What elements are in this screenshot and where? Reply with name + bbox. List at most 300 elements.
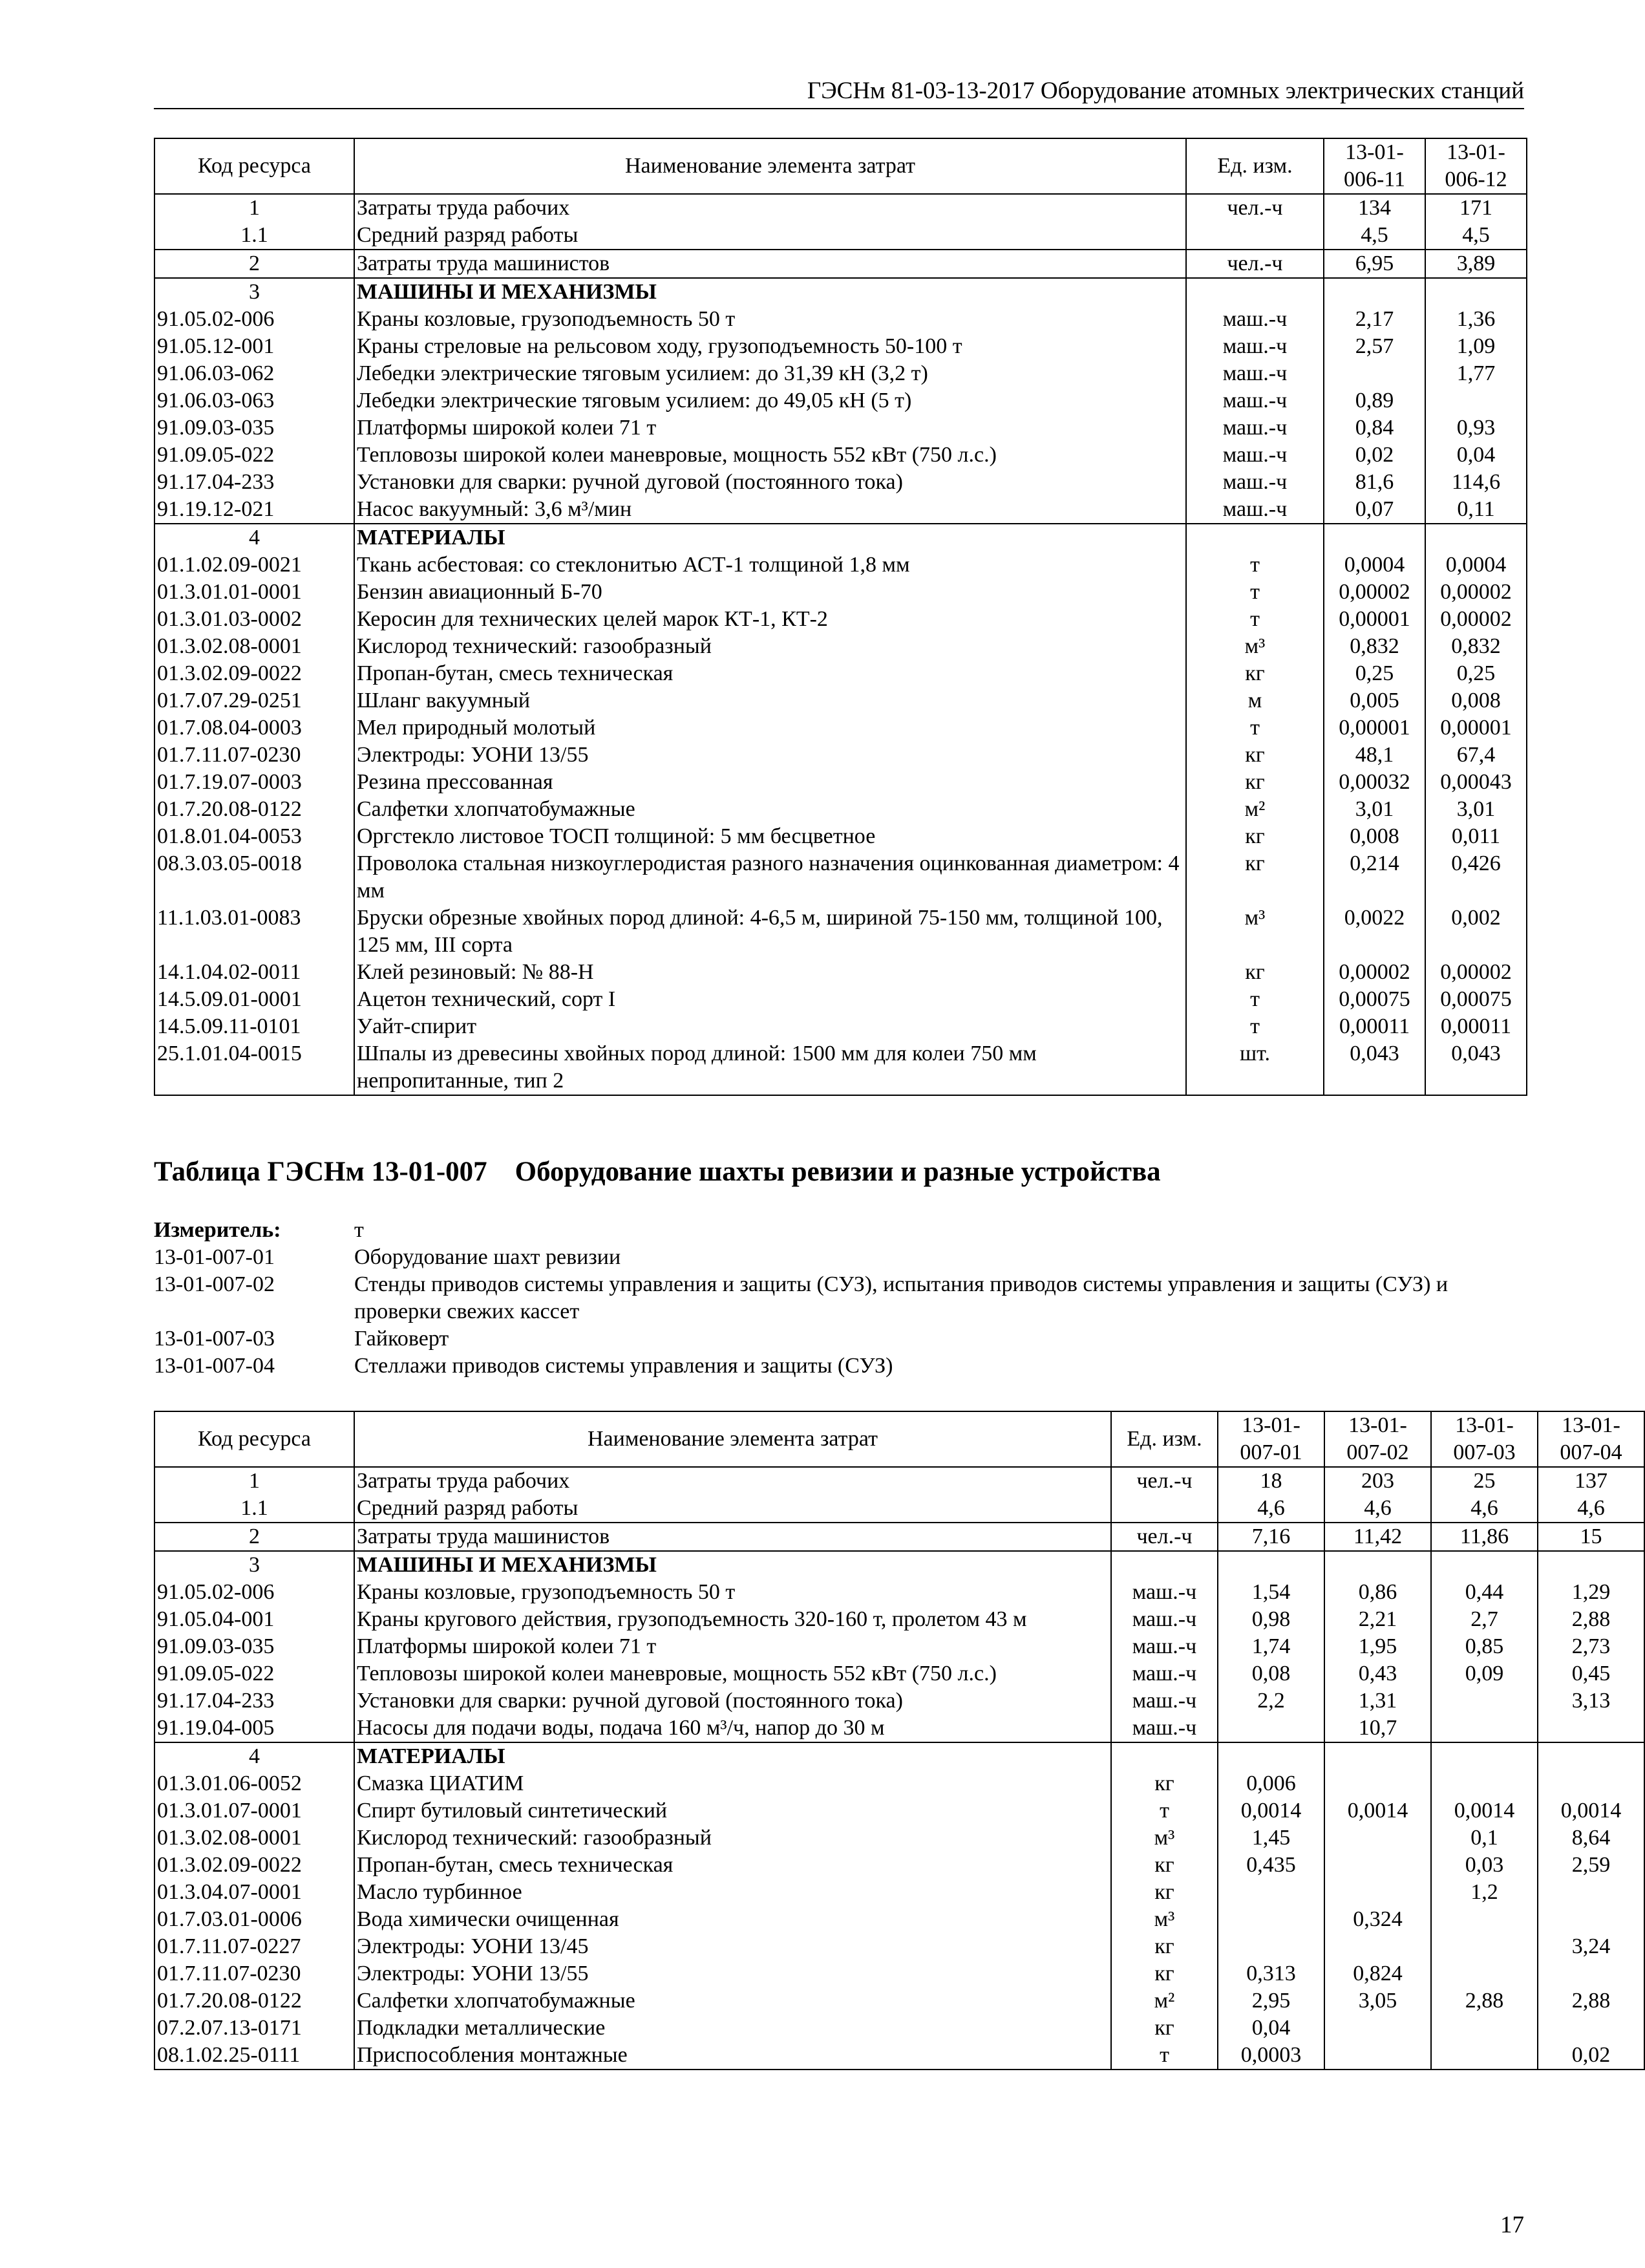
cost-element-name: Бензин авиационный Б-70 bbox=[354, 579, 1186, 606]
resource-code: 4 bbox=[154, 524, 354, 551]
table-row bbox=[154, 1660, 1644, 1687]
norm-value: 1,45 bbox=[1218, 1824, 1324, 1852]
table-row bbox=[154, 1987, 1644, 2015]
cost-element-name: Шпалы из древесины хвойных пород длиной: 1500 мм для колеи 750 мм непропитанные, тип 2 bbox=[354, 1040, 1186, 1095]
norm-value: 48,1 bbox=[1324, 742, 1425, 769]
norm-value: 0,25 bbox=[1324, 660, 1425, 687]
meter-item-text: Оборудование шахт ревизии bbox=[354, 1245, 621, 1269]
norm-value: 15 bbox=[1538, 1523, 1644, 1551]
norm-value bbox=[1431, 1551, 1538, 1579]
table-header-row bbox=[154, 138, 1527, 194]
norm-value: 171 bbox=[1425, 194, 1527, 222]
norm-value: 114,6 bbox=[1425, 469, 1527, 496]
table-row bbox=[154, 2015, 1644, 2042]
table-row bbox=[154, 194, 1527, 222]
cost-element-name: Платформы широкой колеи 71 т bbox=[354, 1633, 1111, 1660]
norm-value: 4,5 bbox=[1324, 222, 1425, 250]
norm-value: 0,0004 bbox=[1324, 551, 1425, 579]
norm-value: 6,95 bbox=[1324, 250, 1425, 278]
norm-value: 2,2 bbox=[1218, 1687, 1324, 1715]
norm-value bbox=[1425, 387, 1527, 414]
table-row bbox=[154, 823, 1527, 850]
unit-of-measure: м³ bbox=[1111, 1824, 1218, 1852]
norm-value: 0,03 bbox=[1431, 1852, 1538, 1879]
unit-of-measure: т bbox=[1186, 551, 1324, 579]
unit-of-measure: маш.-ч bbox=[1186, 333, 1324, 360]
table-row bbox=[154, 1824, 1644, 1852]
unit-of-measure: т bbox=[1111, 1797, 1218, 1824]
norm-value: 1,74 bbox=[1218, 1633, 1324, 1660]
norm-value bbox=[1431, 1687, 1538, 1715]
table-row bbox=[154, 1606, 1644, 1633]
meter-item-code: 13-01-007-01 bbox=[154, 1245, 275, 1269]
resource-code: 3 bbox=[154, 1551, 354, 1579]
table-row bbox=[154, 1495, 1644, 1523]
resource-code: 3 bbox=[154, 278, 354, 306]
cost-element-name: Спирт бутиловый синтетический bbox=[354, 1797, 1111, 1824]
meter-unit-row bbox=[154, 1217, 1524, 1244]
resource-code: 1 bbox=[154, 1467, 354, 1495]
resource-code: 91.05.12-001 bbox=[154, 333, 354, 360]
norm-value: 0,824 bbox=[1324, 1960, 1431, 1987]
table-row bbox=[154, 387, 1527, 414]
norm-value bbox=[1538, 1960, 1644, 1987]
resource-code: 01.3.02.09-0022 bbox=[154, 1852, 354, 1879]
resource-code: 01.7.20.08-0122 bbox=[154, 796, 354, 823]
cost-element-name: МАТЕРИАЛЫ bbox=[354, 1742, 1111, 1770]
table-row bbox=[154, 1770, 1644, 1797]
resource-code: 1.1 bbox=[154, 1495, 354, 1523]
unit-of-measure: т bbox=[1186, 606, 1324, 633]
unit-of-measure: маш.-ч bbox=[1186, 442, 1324, 469]
resource-code: 01.7.11.07-0227 bbox=[154, 1933, 354, 1960]
norm-value: 0,93 bbox=[1425, 414, 1527, 442]
norm-value bbox=[1324, 1551, 1431, 1579]
cost-element-name: Установки для сварки: ручной дуговой (постоянного тока) bbox=[354, 1687, 1111, 1715]
norm-value: 0,214 bbox=[1324, 850, 1425, 904]
col-header-unit: Ед. изм. bbox=[1111, 1411, 1218, 1467]
cost-element-name: Салфетки хлопчатобумажные bbox=[354, 1987, 1111, 2015]
cost-element-name: Пропан-бутан, смесь техническая bbox=[354, 1852, 1111, 1879]
norm-value bbox=[1431, 1715, 1538, 1742]
resource-code: 4 bbox=[154, 1742, 354, 1770]
resource-table-007 bbox=[154, 1411, 1645, 2070]
norm-value: 0,0004 bbox=[1425, 551, 1527, 579]
table-row bbox=[154, 442, 1527, 469]
col-header-norm: 13-01- 007-04 bbox=[1538, 1411, 1644, 1467]
page-number: 17 bbox=[1500, 2212, 1524, 2238]
norm-value: 3,01 bbox=[1425, 796, 1527, 823]
unit-of-measure bbox=[1111, 1742, 1218, 1770]
norm-value: 0,426 bbox=[1425, 850, 1527, 904]
resource-code: 91.05.04-001 bbox=[154, 1606, 354, 1633]
unit-of-measure: маш.-ч bbox=[1186, 360, 1324, 387]
resource-code: 01.1.02.09-0021 bbox=[154, 551, 354, 579]
table-row bbox=[154, 986, 1527, 1013]
cost-element-name: Затраты труда рабочих bbox=[354, 1467, 1111, 1495]
unit-of-measure: чел.-ч bbox=[1186, 250, 1324, 278]
norm-value: 4,5 bbox=[1425, 222, 1527, 250]
unit-of-measure: т bbox=[1186, 579, 1324, 606]
unit-of-measure: кг bbox=[1186, 823, 1324, 850]
norm-value: 0,006 bbox=[1218, 1770, 1324, 1797]
table-row bbox=[154, 850, 1527, 904]
norm-value: 2,21 bbox=[1324, 1606, 1431, 1633]
norm-value: 2,88 bbox=[1431, 1987, 1538, 2015]
resource-code: 91.05.02-006 bbox=[154, 306, 354, 333]
norm-value: 1,31 bbox=[1324, 1687, 1431, 1715]
unit-of-measure: шт. bbox=[1186, 1040, 1324, 1095]
norm-value: 0,435 bbox=[1218, 1852, 1324, 1879]
norm-value: 1,36 bbox=[1425, 306, 1527, 333]
resource-code: 1 bbox=[154, 194, 354, 222]
norm-value: 1,77 bbox=[1425, 360, 1527, 387]
unit-of-measure: кг bbox=[1186, 850, 1324, 904]
resource-code: 2 bbox=[154, 250, 354, 278]
norm-value bbox=[1324, 360, 1425, 387]
col-header-norm: 13-01- 006-11 bbox=[1324, 138, 1425, 194]
meter-item bbox=[154, 1325, 1524, 1353]
norm-value: 67,4 bbox=[1425, 742, 1527, 769]
unit-of-measure: кг bbox=[1111, 1770, 1218, 1797]
norm-value bbox=[1538, 1879, 1644, 1906]
cost-element-name: Средний разряд работы bbox=[354, 222, 1186, 250]
norm-value: 0,00075 bbox=[1324, 986, 1425, 1013]
meter-label: Измеритель: bbox=[154, 1218, 281, 1242]
cost-element-name: Шланг вакуумный bbox=[354, 687, 1186, 714]
cost-element-name: МАШИНЫ И МЕХАНИЗМЫ bbox=[354, 1551, 1111, 1579]
norm-value bbox=[1324, 1824, 1431, 1852]
norm-value: 0,00075 bbox=[1425, 986, 1527, 1013]
unit-of-measure bbox=[1186, 524, 1324, 551]
table-row bbox=[154, 1960, 1644, 1987]
norm-value: 7,16 bbox=[1218, 1523, 1324, 1551]
norm-value: 0,00002 bbox=[1425, 959, 1527, 986]
cost-element-name: Проволока стальная низкоуглеродистая разного назначения оцинкованная диаметром: 4 мм bbox=[354, 850, 1186, 904]
table-row bbox=[154, 333, 1527, 360]
norm-value: 1,95 bbox=[1324, 1633, 1431, 1660]
norm-value: 0,00001 bbox=[1324, 606, 1425, 633]
unit-of-measure: м bbox=[1186, 687, 1324, 714]
unit-of-measure: маш.-ч bbox=[1111, 1715, 1218, 1742]
norm-value bbox=[1324, 1770, 1431, 1797]
resource-code: 01.7.08.04-0003 bbox=[154, 714, 354, 742]
norm-value: 0,0003 bbox=[1218, 2042, 1324, 2070]
norm-value: 0,89 bbox=[1324, 387, 1425, 414]
unit-of-measure: кг bbox=[1186, 769, 1324, 796]
norm-value: 1,54 bbox=[1218, 1579, 1324, 1606]
norm-value: 4,6 bbox=[1538, 1495, 1644, 1523]
table-row bbox=[154, 306, 1527, 333]
resource-code: 1.1 bbox=[154, 222, 354, 250]
table-row bbox=[154, 1797, 1644, 1824]
norm-value bbox=[1431, 1906, 1538, 1933]
cost-element-name: Лебедки электрические тяговым усилием: до 31,39 кН (3,2 т) bbox=[354, 360, 1186, 387]
cost-element-name: Керосин для технических целей марок КТ-1, КТ-2 bbox=[354, 606, 1186, 633]
table-row bbox=[154, 1523, 1644, 1551]
table-row bbox=[154, 687, 1527, 714]
norm-value bbox=[1538, 1770, 1644, 1797]
cost-element-name: Тепловозы широкой колеи маневровые, мощность 552 кВт (750 л.с.) bbox=[354, 1660, 1111, 1687]
cost-element-name: Кислород технический: газообразный bbox=[354, 1824, 1111, 1852]
cost-element-name: Электроды: УОНИ 13/55 bbox=[354, 1960, 1111, 1987]
unit-of-measure bbox=[1186, 222, 1324, 250]
table-row bbox=[154, 414, 1527, 442]
norm-value: 0,98 bbox=[1218, 1606, 1324, 1633]
norm-value: 0,832 bbox=[1425, 633, 1527, 660]
table-row bbox=[154, 606, 1527, 633]
resource-code: 01.7.20.08-0122 bbox=[154, 1987, 354, 2015]
norm-value bbox=[1324, 1742, 1431, 1770]
norm-value bbox=[1324, 1852, 1431, 1879]
cost-element-name: Электроды: УОНИ 13/55 bbox=[354, 742, 1186, 769]
norm-value: 0,043 bbox=[1425, 1040, 1527, 1095]
cost-element-name: Ткань асбестовая: со стеклонитью АСТ-1 толщиной 1,8 мм bbox=[354, 551, 1186, 579]
norm-value: 8,64 bbox=[1538, 1824, 1644, 1852]
norm-value bbox=[1218, 1742, 1324, 1770]
unit-of-measure: маш.-ч bbox=[1186, 496, 1324, 524]
norm-value: 3,24 bbox=[1538, 1933, 1644, 1960]
norm-value: 2,17 bbox=[1324, 306, 1425, 333]
resource-code: 2 bbox=[154, 1523, 354, 1551]
norm-value: 3,89 bbox=[1425, 250, 1527, 278]
norm-value: 0,1 bbox=[1431, 1824, 1538, 1852]
unit-of-measure: кг bbox=[1111, 2015, 1218, 2042]
cost-element-name: Тепловозы широкой колеи маневровые, мощность 552 кВт (750 л.с.) bbox=[354, 442, 1186, 469]
unit-of-measure bbox=[1111, 1551, 1218, 1579]
norm-value: 0,85 bbox=[1431, 1633, 1538, 1660]
unit-of-measure: маш.-ч bbox=[1111, 1687, 1218, 1715]
meter-item-code: 13-01-007-04 bbox=[154, 1354, 275, 1378]
norm-value: 0,09 bbox=[1431, 1660, 1538, 1687]
norm-value bbox=[1431, 1933, 1538, 1960]
table-row bbox=[154, 1013, 1527, 1040]
norm-value: 0,45 bbox=[1538, 1660, 1644, 1687]
resource-code: 01.3.01.03-0002 bbox=[154, 606, 354, 633]
norm-value: 4,6 bbox=[1431, 1495, 1538, 1523]
meter-item bbox=[154, 1353, 1524, 1380]
cost-element-name: Электроды: УОНИ 13/45 bbox=[354, 1933, 1111, 1960]
table-row bbox=[154, 1687, 1644, 1715]
unit-of-measure: м³ bbox=[1111, 1906, 1218, 1933]
table-title-code: Таблица ГЭСНм 13-01-007 bbox=[154, 1157, 487, 1187]
resource-code: 01.7.11.07-0230 bbox=[154, 1960, 354, 1987]
norm-value: 0,005 bbox=[1324, 687, 1425, 714]
resource-code: 91.09.03-035 bbox=[154, 1633, 354, 1660]
norm-value: 25 bbox=[1431, 1467, 1538, 1495]
resource-code: 01.3.01.06-0052 bbox=[154, 1770, 354, 1797]
norm-value bbox=[1324, 2015, 1431, 2042]
col-header-norm: 13-01- 007-03 bbox=[1431, 1411, 1538, 1467]
table-row bbox=[154, 1633, 1644, 1660]
cost-element-name: Кислород технический: газообразный bbox=[354, 633, 1186, 660]
unit-of-measure: маш.-ч bbox=[1111, 1606, 1218, 1633]
norm-value bbox=[1431, 2015, 1538, 2042]
norm-value: 0,832 bbox=[1324, 633, 1425, 660]
norm-value: 2,59 bbox=[1538, 1852, 1644, 1879]
col-header-norm: 13-01- 007-02 bbox=[1324, 1411, 1431, 1467]
unit-of-measure: т bbox=[1186, 714, 1324, 742]
resource-code: 91.09.03-035 bbox=[154, 414, 354, 442]
norm-value: 0,00011 bbox=[1324, 1013, 1425, 1040]
col-header-name: Наименование элемента затрат bbox=[354, 1411, 1111, 1467]
norm-value: 0,0014 bbox=[1431, 1797, 1538, 1824]
unit-of-measure: чел.-ч bbox=[1111, 1467, 1218, 1495]
unit-of-measure: маш.-ч bbox=[1186, 387, 1324, 414]
norm-value: 0,002 bbox=[1425, 904, 1527, 959]
resource-code: 91.05.02-006 bbox=[154, 1579, 354, 1606]
table-row bbox=[154, 714, 1527, 742]
norm-value: 0,43 bbox=[1324, 1660, 1431, 1687]
resource-code: 07.2.07.13-0171 bbox=[154, 2015, 354, 2042]
resource-code: 91.19.12-021 bbox=[154, 496, 354, 524]
table-title-name: Оборудование шахты ревизии и разные устройства bbox=[515, 1157, 1161, 1187]
resource-code: 01.3.01.07-0001 bbox=[154, 1797, 354, 1824]
table-row bbox=[154, 1852, 1644, 1879]
cost-element-name: Масло турбинное bbox=[354, 1879, 1111, 1906]
norm-value: 81,6 bbox=[1324, 469, 1425, 496]
norm-value: 0,25 bbox=[1425, 660, 1527, 687]
cost-element-name: Приспособления монтажные bbox=[354, 2042, 1111, 2070]
running-header: ГЭСНм 81-03-13-2017 Оборудование атомных электрических станций bbox=[807, 78, 1524, 104]
meter-item-code: 13-01-007-03 bbox=[154, 1327, 275, 1351]
resource-code: 01.3.01.01-0001 bbox=[154, 579, 354, 606]
unit-of-measure: кг bbox=[1186, 742, 1324, 769]
meter-block bbox=[154, 1217, 1524, 1380]
table-row bbox=[154, 1933, 1644, 1960]
unit-of-measure: т bbox=[1186, 1013, 1324, 1040]
norm-value bbox=[1324, 1933, 1431, 1960]
norm-value: 0,84 bbox=[1324, 414, 1425, 442]
norm-value bbox=[1324, 524, 1425, 551]
unit-of-measure: кг bbox=[1111, 1933, 1218, 1960]
norm-value: 0,0014 bbox=[1538, 1797, 1644, 1824]
table-row bbox=[154, 1906, 1644, 1933]
norm-value: 0,00032 bbox=[1324, 769, 1425, 796]
norm-value: 1,29 bbox=[1538, 1579, 1644, 1606]
norm-value bbox=[1538, 1742, 1644, 1770]
norm-value: 0,11 bbox=[1425, 496, 1527, 524]
unit-of-measure: м³ bbox=[1186, 633, 1324, 660]
unit-of-measure: маш.-ч bbox=[1111, 1579, 1218, 1606]
norm-value: 2,73 bbox=[1538, 1633, 1644, 1660]
col-header-unit: Ед. изм. bbox=[1186, 138, 1324, 194]
norm-value: 0,00001 bbox=[1324, 714, 1425, 742]
cost-element-name: Оргстекло листовое ТОСП толщиной: 5 мм бесцветное bbox=[354, 823, 1186, 850]
resource-code: 01.7.11.07-0230 bbox=[154, 742, 354, 769]
norm-value bbox=[1218, 1551, 1324, 1579]
unit-of-measure: м² bbox=[1186, 796, 1324, 823]
col-header-code: Код ресурса bbox=[154, 1411, 354, 1467]
norm-value: 0,313 bbox=[1218, 1960, 1324, 1987]
cost-element-name: Затраты труда рабочих bbox=[354, 194, 1186, 222]
norm-value: 0,0014 bbox=[1324, 1797, 1431, 1824]
resource-code: 01.7.07.29-0251 bbox=[154, 687, 354, 714]
norm-value: 0,008 bbox=[1324, 823, 1425, 850]
table-row bbox=[154, 278, 1527, 306]
unit-of-measure: кг bbox=[1186, 959, 1324, 986]
cost-element-name: Лебедки электрические тяговым усилием: до 49,05 кН (5 т) bbox=[354, 387, 1186, 414]
norm-value: 0,00011 bbox=[1425, 1013, 1527, 1040]
norm-value bbox=[1324, 1879, 1431, 1906]
norm-value bbox=[1218, 1906, 1324, 1933]
table-row bbox=[154, 1467, 1644, 1495]
norm-value: 0,00002 bbox=[1425, 606, 1527, 633]
cost-element-name: Краны кругового действия, грузоподъемность 320-160 т, пролетом 43 м bbox=[354, 1606, 1111, 1633]
norm-value: 0,00001 bbox=[1425, 714, 1527, 742]
norm-value bbox=[1538, 1906, 1644, 1933]
unit-of-measure: маш.-ч bbox=[1186, 414, 1324, 442]
norm-value: 0,02 bbox=[1538, 2042, 1644, 2070]
unit-of-measure: кг bbox=[1111, 1852, 1218, 1879]
table-row bbox=[154, 1742, 1644, 1770]
table-row bbox=[154, 250, 1527, 278]
norm-value bbox=[1324, 2042, 1431, 2070]
norm-value: 0,008 bbox=[1425, 687, 1527, 714]
meter-item-text: Стеллажи приводов системы управления и защиты (СУЗ) bbox=[354, 1354, 893, 1378]
norm-value bbox=[1218, 1715, 1324, 1742]
norm-value: 1,2 bbox=[1431, 1879, 1538, 1906]
norm-value: 0,00043 bbox=[1425, 769, 1527, 796]
table-row bbox=[154, 742, 1527, 769]
cost-element-name: МАТЕРИАЛЫ bbox=[354, 524, 1186, 551]
norm-value: 11,86 bbox=[1431, 1523, 1538, 1551]
meter-item-code: 13-01-007-02 bbox=[154, 1272, 275, 1296]
table-row bbox=[154, 633, 1527, 660]
col-header-norm: 13-01- 007-01 bbox=[1218, 1411, 1324, 1467]
resource-table-006 bbox=[154, 138, 1527, 1096]
norm-value: 0,00002 bbox=[1324, 579, 1425, 606]
norm-value: 11,42 bbox=[1324, 1523, 1431, 1551]
meter-item bbox=[154, 1271, 1524, 1325]
norm-value: 4,6 bbox=[1324, 1495, 1431, 1523]
col-header-norm: 13-01- 006-12 bbox=[1425, 138, 1527, 194]
unit-of-measure: кг bbox=[1186, 660, 1324, 687]
cost-element-name: Средний разряд работы bbox=[354, 1495, 1111, 1523]
cost-element-name: МАШИНЫ И МЕХАНИЗМЫ bbox=[354, 278, 1186, 306]
norm-value bbox=[1218, 1879, 1324, 1906]
norm-value: 3,01 bbox=[1324, 796, 1425, 823]
table-row bbox=[154, 1551, 1644, 1579]
cost-element-name: Подкладки металлические bbox=[354, 2015, 1111, 2042]
norm-value: 0,0022 bbox=[1324, 904, 1425, 959]
resource-code: 14.5.09.01-0001 bbox=[154, 986, 354, 1013]
norm-value bbox=[1431, 1770, 1538, 1797]
norm-value bbox=[1324, 278, 1425, 306]
norm-value: 1,09 bbox=[1425, 333, 1527, 360]
norm-value bbox=[1425, 278, 1527, 306]
unit-of-measure: т bbox=[1111, 2042, 1218, 2070]
norm-value bbox=[1218, 1933, 1324, 1960]
norm-value: 0,0014 bbox=[1218, 1797, 1324, 1824]
resource-code: 91.17.04-233 bbox=[154, 469, 354, 496]
unit-of-measure: маш.-ч bbox=[1111, 1660, 1218, 1687]
unit-of-measure: м³ bbox=[1186, 904, 1324, 959]
resource-code: 11.1.03.01-0083 bbox=[154, 904, 354, 959]
unit-of-measure: т bbox=[1186, 986, 1324, 1013]
unit-of-measure bbox=[1111, 1495, 1218, 1523]
norm-value: 18 bbox=[1218, 1467, 1324, 1495]
norm-value: 137 bbox=[1538, 1467, 1644, 1495]
norm-value: 2,7 bbox=[1431, 1606, 1538, 1633]
norm-value: 3,05 bbox=[1324, 1987, 1431, 2015]
meter-item-text: Стенды приводов системы управления и защиты (СУЗ), испытания приводов системы управления и защиты (СУЗ) и проверки свежих кассет bbox=[354, 1272, 1449, 1323]
cost-element-name: Насос вакуумный: 3,6 м³/мин bbox=[354, 496, 1186, 524]
resource-code: 25.1.01.04-0015 bbox=[154, 1040, 354, 1095]
resource-code: 14.5.09.11-0101 bbox=[154, 1013, 354, 1040]
resource-code: 91.09.05-022 bbox=[154, 1660, 354, 1687]
col-header-name: Наименование элемента затрат bbox=[354, 138, 1186, 194]
